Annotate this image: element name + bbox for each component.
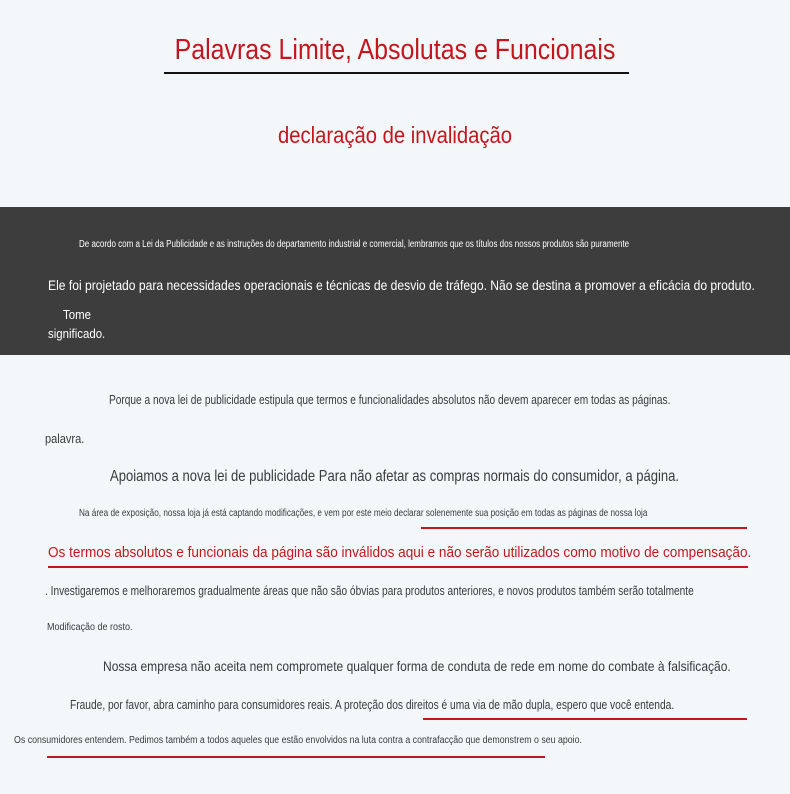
title-underline [164, 72, 629, 74]
notice-line-3: Tome [63, 307, 91, 322]
paragraph-3: Apoiamos a nova lei de publicidade Para não afetar as compras normais do consumidor, a página. [110, 468, 680, 485]
page-title: Palavras Limite, Absolutas e Funcionais [174, 34, 616, 66]
paragraph-6: . Investigaremos e melhoraremos gradualmente áreas que não são óbvias para produtos anteriores, e novos produtos também serão totalmente [45, 583, 694, 598]
red-underline-1 [421, 527, 747, 529]
page-subtitle: declaração de invalidação [277, 122, 513, 148]
paragraph-4: Na área de exposição, nossa loja já está captando modificações, e vem por este meio declarar solenemente sua posição em todas as páginas de nossa loja [79, 508, 648, 519]
red-underline-4 [47, 756, 545, 758]
paragraph-8: Nossa empresa não aceita nem compromete qualquer forma de conduta de rede em nome do combate à falsificação. [103, 658, 731, 674]
paragraph-1: Porque a nova lei de publicidade estipula que termos e funcionalidades absolutos não devem aparecer em todas as páginas. [109, 392, 671, 407]
paragraph-5-highlight: Os termos absolutos e funcionais da página são inválidos aqui e não serão utilizados como motivo de compensação. [48, 544, 752, 561]
paragraph-7: Modificação de rosto. [47, 622, 133, 633]
notice-line-1: De acordo com a Lei da Publicidade e as instruções do departamento industrial e comercial, lembramos que os títulos dos nossos produtos são puramente [79, 239, 630, 250]
red-underline-3 [423, 718, 747, 720]
notice-line-2: Ele foi projetado para necessidades operacionais e técnicas de desvio de tráfego. Não se destina a promover a eficácia do produto. [48, 277, 755, 293]
red-underline-2 [48, 566, 748, 568]
notice-line-4: significado. [48, 326, 106, 341]
paragraph-2: palavra. [45, 431, 85, 446]
paragraph-9: Fraude, por favor, abra caminho para consumidores reais. A proteção dos direitos é uma via de mão dupla, espero que você entenda. [70, 697, 675, 712]
paragraph-10: Os consumidores entendem. Pedimos também a todos aqueles que estão envolvidos na luta contra a contrafacção que demonstrem o seu apoio. [14, 735, 582, 746]
